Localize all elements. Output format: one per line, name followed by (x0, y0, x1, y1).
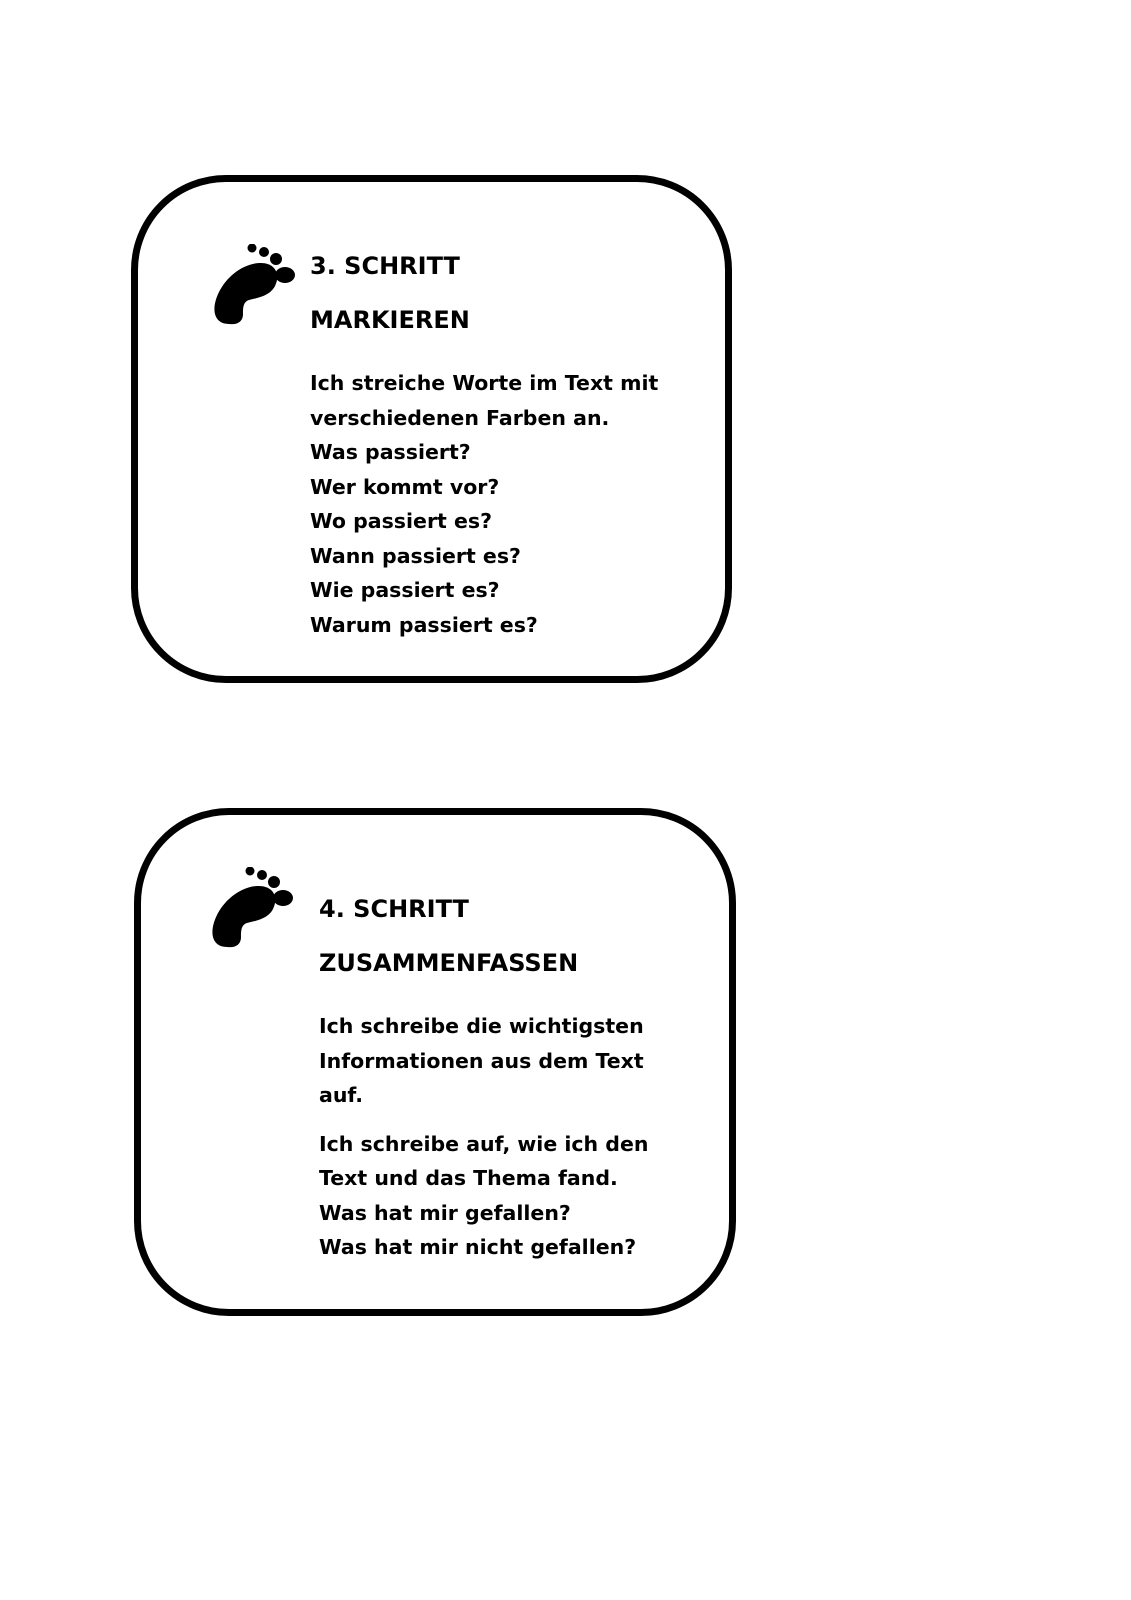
instruction-line: Informationen aus dem Text (319, 1048, 644, 1073)
step-heading: MARKIEREN (310, 306, 470, 334)
question-line: Was hat mir nicht gefallen? (319, 1235, 637, 1259)
question-line: Warum passiert es? (310, 612, 538, 637)
question-line: Wer kommt vor? (310, 474, 500, 499)
question-line: Wie passiert es? (310, 578, 500, 602)
instruction-paragraph (310, 366, 725, 642)
footprint-icon (207, 867, 299, 955)
footprint-icon (209, 244, 301, 332)
step-number: 3. SCHRITT (310, 252, 460, 280)
step-number: 4. SCHRITT (319, 895, 469, 923)
instruction-line: verschiedenen Farben an. (310, 405, 610, 430)
question-line: Was passiert? (310, 440, 471, 464)
step-card-3 (131, 175, 732, 683)
instruction-line: Ich schreibe die wichtigsten (319, 1014, 644, 1038)
question-line: Was hat mir gefallen? (319, 1200, 571, 1225)
step-heading: ZUSAMMENFASSEN (319, 949, 579, 977)
question-line: Wo passiert es? (310, 509, 492, 533)
instruction-line: Ich streiche Worte im Text mit (310, 371, 659, 395)
instruction-line: auf. (319, 1083, 364, 1107)
instruction-line: Ich schreibe auf, wie ich den (319, 1131, 649, 1156)
question-line: Wann passiert es? (310, 543, 521, 568)
step-card-4 (134, 808, 736, 1316)
instruction-paragraph (319, 1127, 719, 1265)
instruction-line: Text und das Thema fand. (319, 1166, 618, 1190)
instruction-paragraph (319, 1009, 719, 1113)
